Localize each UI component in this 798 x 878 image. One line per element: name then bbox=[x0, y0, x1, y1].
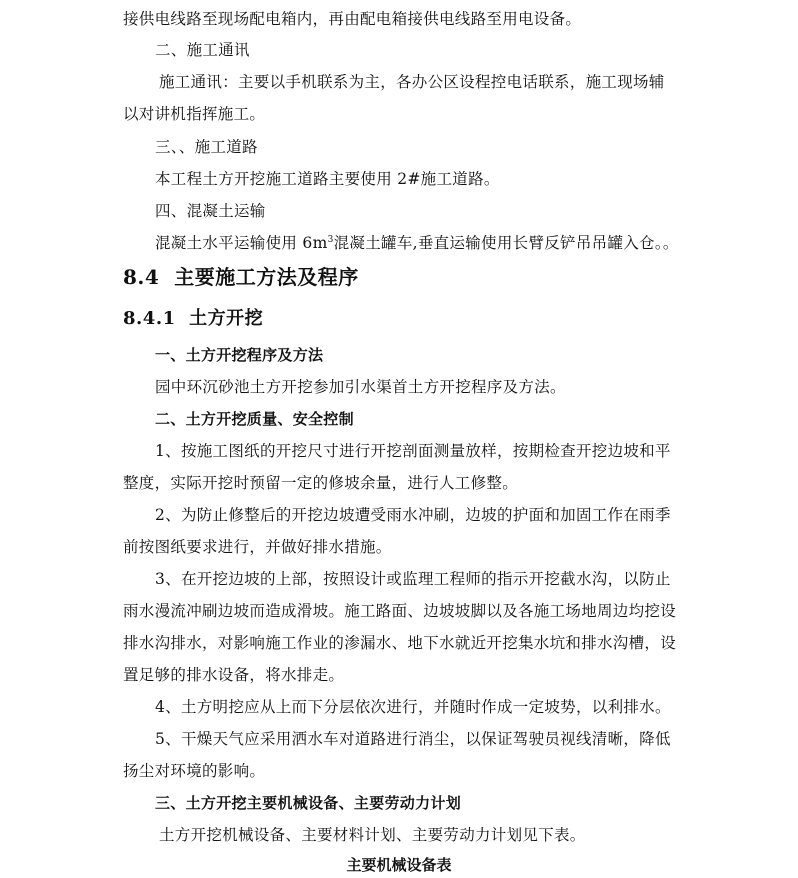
section-number: 8.4 bbox=[123, 265, 160, 289]
subsection-heading: 二、土方开挖质量、安全控制 bbox=[155, 410, 354, 428]
section-title: 主要施工方法及程序 bbox=[174, 265, 359, 289]
subheading-communication: 二、施工通讯 bbox=[155, 41, 250, 59]
paragraph-line: 4、土方明挖应从上而下分层依次进行，并随时作成一定坡势，以利排水。 bbox=[155, 698, 671, 716]
paragraph-line: 雨水漫流冲刷边坡而造成滑坡。施工路面、边坡坡脚以及各施工场地周边均挖设 bbox=[123, 602, 677, 620]
table-title: 主要机械设备表 bbox=[346, 856, 452, 874]
paragraph-line: 以对讲机指挥施工。 bbox=[123, 105, 266, 123]
section-heading-8-4-1 bbox=[123, 308, 263, 330]
superscript: 3 bbox=[327, 235, 334, 245]
paragraph-line: 扬尘对环境的影响。 bbox=[123, 762, 266, 780]
paragraph-line: 本工程土方开挖施工道路主要使用 2#施工道路。 bbox=[155, 170, 500, 188]
text-fragment: 混凝土罐车,垂直运输使用长臂反铲吊吊罐入仓。。 bbox=[333, 234, 679, 252]
paragraph-line bbox=[155, 233, 679, 253]
section-title: 土方开挖 bbox=[189, 308, 264, 329]
paragraph-line: 1、按施工图纸的开挖尺寸进行开挖剖面测量放样，按期检查开挖边坡和平 bbox=[155, 442, 671, 460]
paragraph-line: 前按图纸要求进行，并做好排水措施。 bbox=[123, 538, 392, 556]
paragraph-line: 2、为防止修整后的开挖边坡遭受雨水冲刷，边坡的护面和加固工作在雨季 bbox=[155, 506, 671, 524]
subsection-heading: 一、土方开挖程序及方法 bbox=[155, 346, 324, 364]
paragraph-line: 园中环沉砂池土方开挖参加引水渠首土方开挖程序及方法。 bbox=[155, 378, 566, 396]
subheading-road: 三、、施工道路 bbox=[155, 138, 258, 156]
text-fragment: 混凝土水平运输使用 6m bbox=[155, 234, 328, 252]
paragraph-line: 5、干燥天气应采用洒水车对道路进行消尘，以保证驾驶员视线清晰，降低 bbox=[155, 730, 671, 748]
section-number: 8.4.1 bbox=[123, 308, 176, 329]
subheading-concrete-transport: 四、混凝土运输 bbox=[155, 202, 266, 220]
paragraph-line: 3、在开挖边坡的上部，按照设计或监理工程师的指示开挖截水沟，以防止 bbox=[155, 570, 671, 588]
paragraph-line: 施工通讯：主要以手机联系为主，各办公区设程控电话联系，施工现场辅 bbox=[159, 73, 665, 91]
section-heading-8-4 bbox=[123, 265, 359, 289]
paragraph-line: 排水沟排水，对影响施工作业的渗漏水、地下水就近开挖集水坑和排水沟槽，设 bbox=[123, 634, 677, 652]
paragraph-line: 土方开挖机械设备、主要材料计划、主要劳动力计划见下表。 bbox=[159, 826, 586, 844]
paragraph-line: 置足够的排水设备，将水排走。 bbox=[123, 666, 345, 684]
paragraph-line: 接供电线路至现场配电箱内，再由配电箱接供电线路至用电设备。 bbox=[123, 10, 582, 28]
subsection-heading: 三、土方开挖主要机械设备、主要劳动力计划 bbox=[155, 794, 462, 812]
paragraph-line: 整度，实际开挖时预留一定的修坡余量，进行人工修整。 bbox=[123, 474, 519, 492]
